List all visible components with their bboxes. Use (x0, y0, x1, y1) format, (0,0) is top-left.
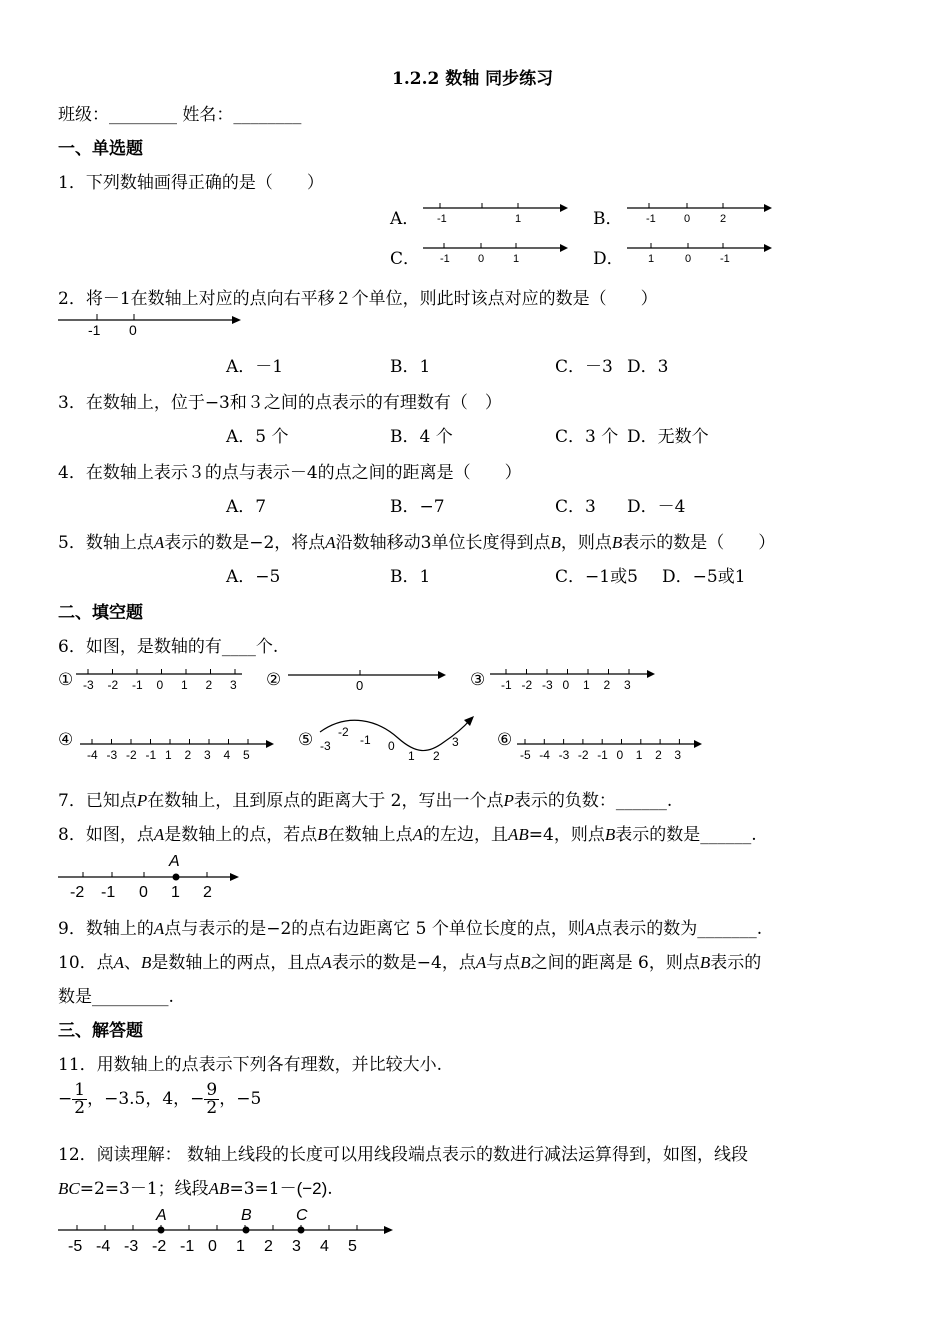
q2-option-a: A．－1 (226, 357, 284, 377)
question-2-stem: 2．将－1在数轴上对应的点向右平移２个单位，则此时该点对应的数是（ ） (58, 289, 658, 309)
tick-label: -3 (558, 748, 570, 762)
tick-label: -1 (145, 748, 157, 762)
tick-label: -1 (360, 733, 371, 747)
tick-label: -4 (96, 1238, 111, 1255)
q6-figure-3-axis (490, 666, 660, 696)
tick-label: -3 (542, 678, 553, 692)
tick-label: -1 (501, 678, 512, 692)
tick-label: 0 (388, 739, 395, 753)
q6-figure-6-axis (517, 736, 717, 766)
tick-label: 0 (208, 1238, 217, 1255)
question-9-stem: 9．数轴上的A点与表示的是−2的点右边距离它 5 个单位长度的点，则A点表示的数为_______. (58, 919, 763, 939)
q1-option-a-axis (420, 198, 570, 228)
q1-option-c-axis (420, 238, 570, 268)
tick-label: -2 (107, 678, 119, 692)
question-6-stem: 6．如图，是数轴的有____个. (58, 637, 279, 657)
tick-label: 0 (478, 253, 485, 265)
q2-number-line (58, 312, 248, 340)
tick-label: -1 (597, 748, 608, 762)
fraction-one-half: $\frac{1}{2}$ (74, 1080, 86, 1118)
point-a-label: A (169, 853, 180, 870)
tick-label: -4 (87, 748, 98, 762)
tick-label: 4 (320, 1238, 329, 1255)
q5-option-b: B．1 (390, 567, 431, 587)
tick-label: 0 (685, 253, 692, 265)
tick-label: -1 (646, 213, 656, 225)
tick-label: 5 (348, 1238, 357, 1255)
question-7-stem: 7．已知点P在数轴上，且到原点的距离大于 2，写出一个点P表示的负数：______. (58, 791, 673, 811)
question-5-stem: 5．数轴上点A表示的数是−2，将点A沿数轴移动3单位长度得到点B，则点B表示的数是（ ） (58, 533, 776, 553)
class-name-line: 班级：________ 姓名：________ (58, 105, 302, 125)
q4-option-a: A．7 (226, 497, 267, 517)
point-a-dot (158, 1227, 165, 1234)
tick-label: 2 (603, 678, 611, 692)
tick-label: -1 (101, 884, 116, 901)
tick-label: -2 (70, 884, 85, 901)
tick-label: -2 (521, 678, 533, 692)
tick-label: 3 (230, 678, 237, 692)
q1-option-b-axis (624, 198, 774, 228)
tick-label: -1 (440, 253, 450, 265)
question-8-stem: 8．如图，点A是数轴上的点，若点B在数轴上点A的左边，且AB=4，则点B表示的数是______. (58, 825, 757, 845)
q6-figure-2-axis (288, 666, 458, 696)
figure-marker-4: ④ (58, 730, 74, 750)
q11-numbers-list: − $\frac{1}{2}$ ，−3.5，4，− $\frac{9}{2}$ ，−5 (58, 1080, 262, 1118)
tick-label: -2 (126, 748, 137, 762)
tick-label: 1 (165, 748, 172, 762)
tick-label: 0 (356, 678, 364, 693)
tick-label: 3 (204, 748, 211, 762)
q12-number-line (58, 1204, 403, 1256)
figure-marker-3: ③ (470, 670, 486, 690)
tick-label: 2 (264, 1238, 273, 1255)
q4-option-b: B．−7 (390, 497, 445, 517)
tick-label: 1 (515, 213, 522, 225)
tick-label: -1 (180, 1238, 195, 1255)
q5-option-a: A．−5 (226, 567, 281, 587)
question-3-stem: 3．在数轴上，位于−3和３之间的点表示的有理数有（ ） (58, 393, 502, 413)
tick-label: 3 (674, 748, 682, 762)
tick-label: -1 (437, 213, 447, 225)
tick-label: 5 (243, 748, 250, 762)
tick-label: 0 (562, 678, 570, 692)
question-4-stem: 4．在数轴上表示３的点与表示－4的点之间的距离是（ ） (58, 463, 522, 483)
figure-marker-1: ① (58, 670, 74, 690)
tick-label: 1 (236, 1238, 245, 1255)
q3-option-a: A．5 个 (226, 427, 289, 447)
tick-label: -3 (106, 748, 118, 762)
tick-label: 0 (684, 213, 691, 225)
q2-option-b: B．1 (390, 357, 431, 377)
tick-label: 1 (583, 678, 590, 692)
q6-figure-4-axis (80, 736, 280, 766)
tick-label: 1 (181, 678, 188, 692)
q5-option-d: D．−5或1 (662, 567, 746, 587)
point-a-label: A (156, 1207, 167, 1224)
tick-label: 2 (655, 748, 662, 762)
section-heading-fill-blank: 二、填空题 (58, 603, 143, 623)
figure-marker-2: ② (266, 670, 282, 690)
question-12-stem-line2: BC=2=3－1；线段AB=3=1－(−2). (58, 1179, 333, 1199)
figure-marker-5: ⑤ (298, 730, 314, 750)
q2-option-d: D．3 (627, 357, 669, 377)
q6-figure-5-wavy-axis (318, 714, 488, 764)
figure-marker-6: ⑥ (497, 730, 513, 750)
q1-option-c-label: C． (390, 249, 421, 269)
q4-option-c: C．3 (555, 497, 596, 517)
tick-label: 1 (408, 749, 415, 763)
question-10-stem-line2: 数是_________. (58, 987, 174, 1007)
question-1-stem: 1．下列数轴画得正确的是（ ） (58, 173, 324, 193)
tick-label: -1 (88, 322, 101, 338)
q5-option-c: C．−1或5 (555, 567, 638, 587)
section-heading-single-choice: 一、单选题 (58, 139, 143, 159)
question-10-stem-line1: 10．点A、B是数轴上的两点，且点A表示的数是−4，点A与点B之间的距离是 6，则点B表示的 (58, 953, 762, 973)
q1-option-d-label: D． (593, 249, 624, 269)
tick-label: -2 (338, 725, 349, 739)
fraction-nine-halves: $\frac{9}{2}$ (206, 1080, 218, 1118)
section-heading-answer: 三、解答题 (58, 1021, 143, 1041)
point-b-dot (243, 1227, 250, 1234)
tick-label: -3 (124, 1238, 139, 1255)
tick-label: 2 (184, 748, 192, 762)
tick-label: 1 (513, 253, 520, 265)
tick-label: 1 (171, 884, 180, 901)
tick-label: 2 (433, 749, 440, 763)
page-title: 1.2.2 数轴 同步练习 (392, 69, 554, 89)
tick-label: 1 (648, 253, 655, 265)
q4-option-d: D．－4 (627, 497, 686, 517)
point-b-label: B (241, 1207, 252, 1224)
tick-label: -5 (68, 1238, 83, 1255)
tick-label: 0 (129, 322, 137, 338)
tick-label: 3 (292, 1238, 301, 1255)
q3-option-c: C．3 个 (555, 427, 619, 447)
point-a-dot (173, 874, 180, 881)
tick-label: -5 (520, 748, 531, 762)
question-11-stem: 11．用数轴上的点表示下列各有理数，并比较大小. (58, 1055, 443, 1075)
q3-option-d: D．无数个 (627, 427, 709, 447)
q8-number-line (58, 852, 258, 902)
tick-label: -1 (720, 253, 730, 265)
tick-label: -2 (577, 748, 589, 762)
tick-label: 0 (616, 748, 624, 762)
tick-label: 0 (156, 678, 164, 692)
tick-label: 1 (635, 748, 643, 762)
tick-label: 2 (203, 884, 212, 901)
q1-option-d-axis (624, 238, 774, 268)
tick-label: 2 (720, 213, 727, 225)
tick-label: 4 (223, 748, 231, 762)
tick-label: 3 (452, 735, 459, 749)
tick-label: -1 (132, 678, 143, 692)
tick-label: 2 (205, 678, 213, 692)
tick-label: -2 (152, 1238, 167, 1255)
q6-figure-1-axis (76, 666, 246, 696)
q3-option-b: B．4 个 (390, 427, 453, 447)
tick-label: -3 (320, 739, 331, 753)
tick-label: 0 (139, 884, 148, 901)
point-c-dot (298, 1227, 305, 1234)
tick-label: -3 (83, 678, 94, 692)
q1-option-b-label: B． (593, 209, 623, 229)
question-12-stem-line1: 12．阅读理解： 数轴上线段的长度可以用线段端点表示的数进行减法运算得到，如图，线段 (58, 1145, 749, 1165)
q1-option-a-label: A． (390, 209, 420, 229)
tick-label: 3 (624, 678, 631, 692)
point-c-label: C (296, 1207, 308, 1224)
tick-label: -4 (539, 748, 550, 762)
q2-option-c: C．－3 (555, 357, 613, 377)
